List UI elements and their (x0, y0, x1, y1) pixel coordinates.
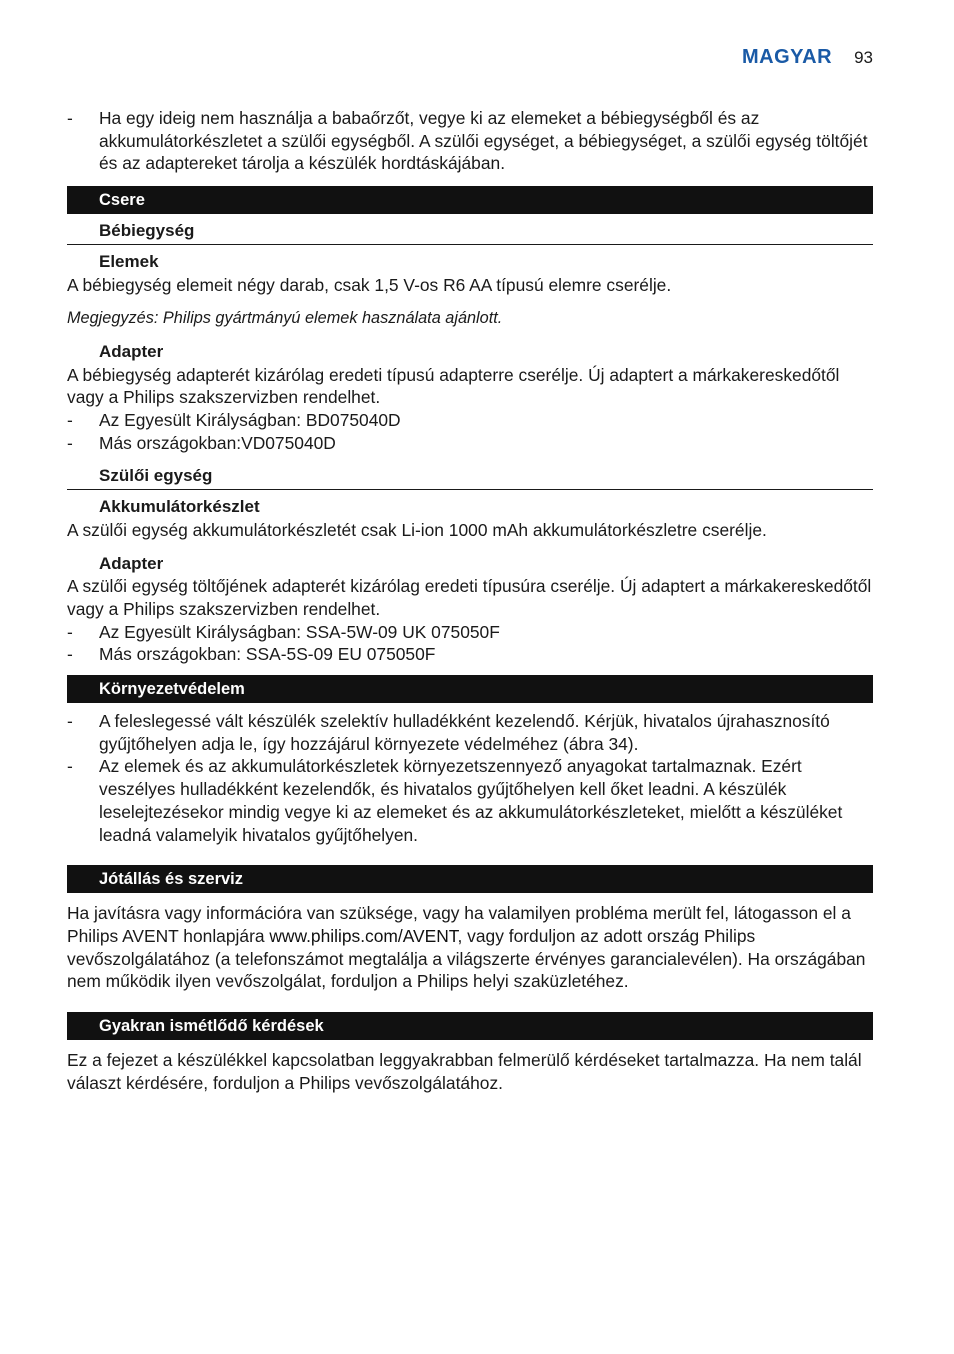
minor-heading-adapter: Adapter (99, 341, 164, 361)
adapter-text: A szülői egység töltőjének adapterét kizárólag eredeti típusúra cserélje. Új adaptert a márkakereskedőtől vagy a Philips szakszervizben rendelhet. (67, 576, 872, 619)
minor-heading-adapter: Adapter (99, 553, 164, 573)
page-header (742, 46, 873, 70)
section-heading-csere: Csere (67, 186, 873, 214)
adapter-list (67, 409, 873, 454)
note-text: Megjegyzés: Philips gyártmányú elemek használata ajánlott. (67, 309, 503, 328)
adapter-list (67, 621, 873, 666)
faq-text: Ez a fejezet a készülékkel kapcsolatban leggyakrabban felmerülő kérdéseket tartalmazza. Ha nem talál választ kérdésére, forduljon a Philips vevőszolgálatához. (67, 1050, 862, 1093)
section-heading-faq: Gyakran ismétlődő kérdések (67, 1012, 873, 1040)
page-content (67, 107, 873, 1095)
list-item: - Az Egyesült Királyságban: SSA-5W-09 UK 075050F (67, 621, 873, 644)
batteries-text: A bébiegység elemeit négy darab, csak 1,5 V-os R6 AA típusú elemre cserélje. (67, 274, 672, 295)
list-item: - Az elemek és az akkumulátorkészletek környezetszennyező anyagokat tartalmaznak. Ezért veszélyes hulladékként kezelendők, és hivatalos gyűjtőhelyen kell őket leadni. A készülék leselejtezésekor mindig vegye ki az elemeket és az akkumulátorkészleteket, mielőtt a készüléket leadná valamelyik hivatalos gyűjtőhelyen. (67, 755, 873, 846)
list-item: - Más országokban:VD075040D (67, 432, 873, 455)
warranty-text-start: Ha javításra vagy információra van szüksége, vagy ha valamilyen probléma merült fel, látogasson el a Philips AVENT honlapjára (67, 903, 851, 946)
warranty-text (67, 902, 873, 993)
subsection-heading-parent-unit: Szülői egység (67, 465, 873, 490)
environment-list (67, 710, 873, 846)
intro-list (67, 107, 873, 175)
list-item: - Az Egyesült Királyságban: BD075040D (67, 409, 873, 432)
list-item: - Más országokban: SSA-5S-09 EU 075050F (67, 643, 873, 666)
page-number: 93 (854, 48, 873, 67)
battery-pack-text: A szülői egység akkumulátorkészletét csak Li-ion 1000 mAh akkumulátorkészletre cserélje. (67, 519, 767, 540)
subsection-heading-baby-unit: Bébiegység (67, 220, 873, 245)
section-title: Jótállás és szerviz (99, 870, 244, 889)
section-heading-warranty (67, 865, 873, 893)
warranty-text-end: , vagy forduljon az adott ország Philips vevőszolgálatához (a telefonszámot megtalálja a világszerte érvényes garancialevélen). Ha országában nem működik ilyen vevőszolgálat, forduljon a Philips helyi szaküzletéhez. (67, 925, 866, 992)
language-label: MAGYAR (742, 46, 833, 68)
website-link[interactable]: www.philips.com/AVENT (269, 925, 458, 946)
minor-heading-batteries: Elemek (99, 251, 159, 271)
section-heading-environment: Környezetvédelem (67, 675, 873, 703)
list-item: - Ha egy ideig nem használja a babaőrzőt, vegye ki az elemeket a bébiegységből és az akkumulátorkészletet a szülői egységből. A szülői egységet, a bébiegységet, a szülői egység töltőjét és az adaptereket tárolja a készülék hordtáskájában. (67, 107, 873, 175)
list-item: - A feleslegessé vált készülék szelektív hulladékként kezelendő. Kérjük, hivatalos újrahasznosító gyűjtőhelyen adja le, így hozzájárul környezete védelméhez (ábra 34). (67, 710, 873, 755)
minor-heading-battery-pack: Akkumulátorkészlet (99, 497, 260, 517)
adapter-text: A bébiegység adapterét kizárólag eredeti típusú adapterre cserélje. Új adaptert a márkakereskedőtől vagy a Philips szakszervizben rendelhet. (67, 364, 840, 408)
